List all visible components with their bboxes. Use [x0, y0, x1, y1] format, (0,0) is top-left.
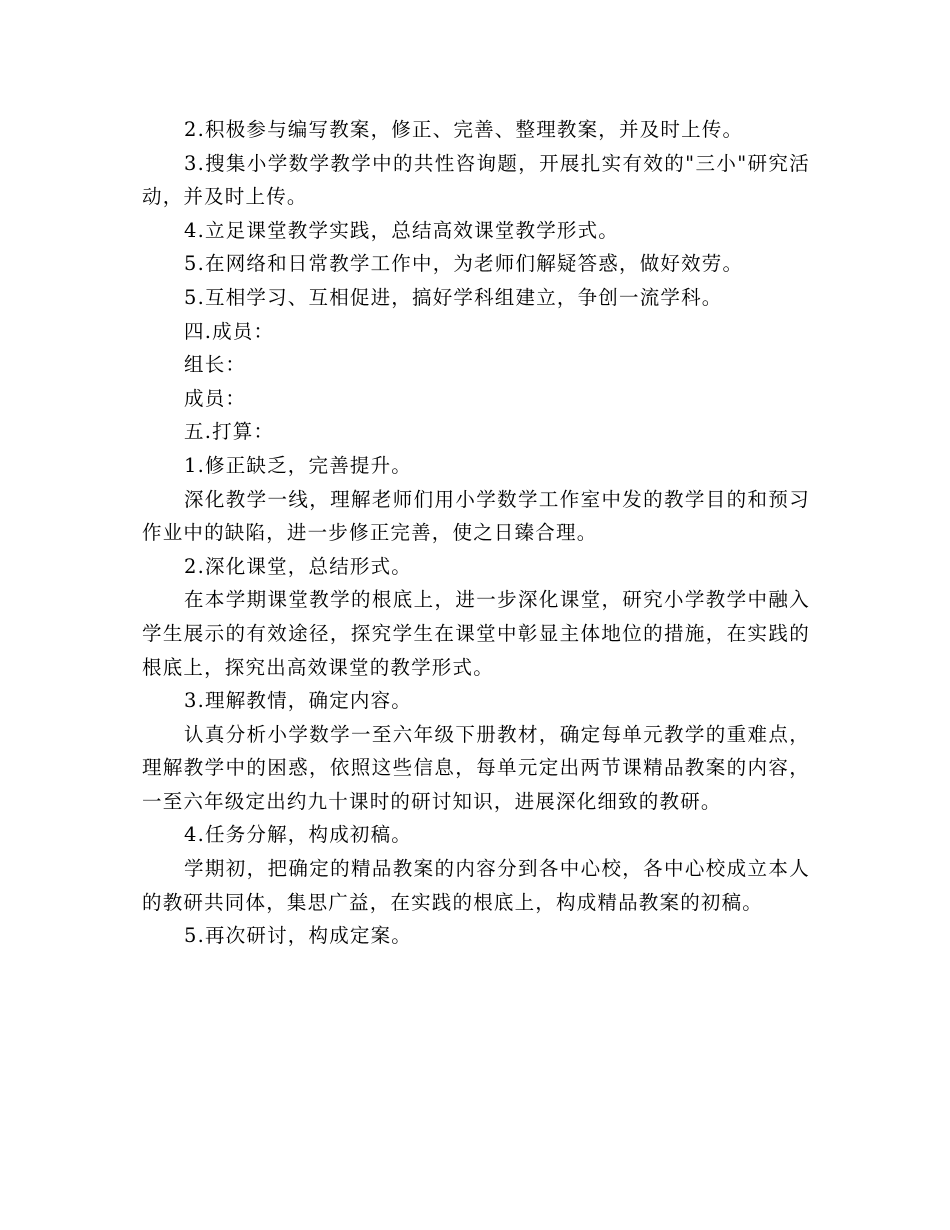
- plan-item-3-body: 认真分析小学数学一至六年级下册教材，确定每单元教学的重难点，理解教学中的困惑，依照这些信息，每单元定出两节课精品教案的内容，一至六年级定出约九十课时的研讨知识，进展深化细致的教研。: [142, 722, 810, 813]
- section-heading-members: 四.成员：: [184, 319, 275, 343]
- plan-item-2-heading: 2.深化课堂，总结形式。: [184, 554, 413, 578]
- members-list-label: 成员：: [184, 386, 247, 410]
- plan-item-4-body: 学期初，把确定的精品教案的内容分到各中心校，各中心校成立本人的教研共同体，集思广益，在实践的根底上，构成精品教案的初稿。: [142, 857, 810, 914]
- paragraph-item-4: 4.立足课堂教学实践，总结高效课堂教学形式。: [184, 218, 620, 242]
- paragraph-item-3: 3.搜集小学数学教学中的共性咨询题，开展扎实有效的"三小"研究活动，并及时上传。: [142, 151, 810, 209]
- plan-item-5-heading: 5.再次研讨，构成定案。: [184, 924, 413, 948]
- section-heading-plan: 五.打算：: [184, 420, 275, 444]
- plan-item-1-body: 深化教学一线，理解老师们用小学数学工作室中发的教学目的和预习作业中的缺陷，进一步修正完善，使之日臻合理。: [142, 487, 810, 545]
- plan-item-3-heading: 3.理解教情，确定内容。: [184, 689, 413, 713]
- plan-item-2-body: 在本学期课堂教学的根底上，进一步深化课堂，研究小学教学中融入学生展示的有效途径，探究学生在课堂中彰显主体地位的措施，在实践的根底上，探究出高效课堂的教学形式。: [142, 588, 810, 679]
- plan-item-4-heading: 4.任务分解，构成初稿。: [184, 823, 413, 847]
- paragraph-item-2: 2.积极参与编写教案，修正、完善、整理教案，并及时上传。: [184, 118, 744, 141]
- document-body: [142, 113, 810, 953]
- plan-item-1-heading: 1.修正缺乏，完善提升。: [184, 453, 413, 477]
- paragraph-item-5b: 5.互相学习、互相促进，搞好学科组建立，争创一流学科。: [184, 285, 723, 309]
- paragraph-item-5a: 5.在网络和日常教学工作中，为老师们解疑答惑，做好效劳。: [184, 252, 744, 276]
- members-leader-label: 组长：: [184, 353, 247, 377]
